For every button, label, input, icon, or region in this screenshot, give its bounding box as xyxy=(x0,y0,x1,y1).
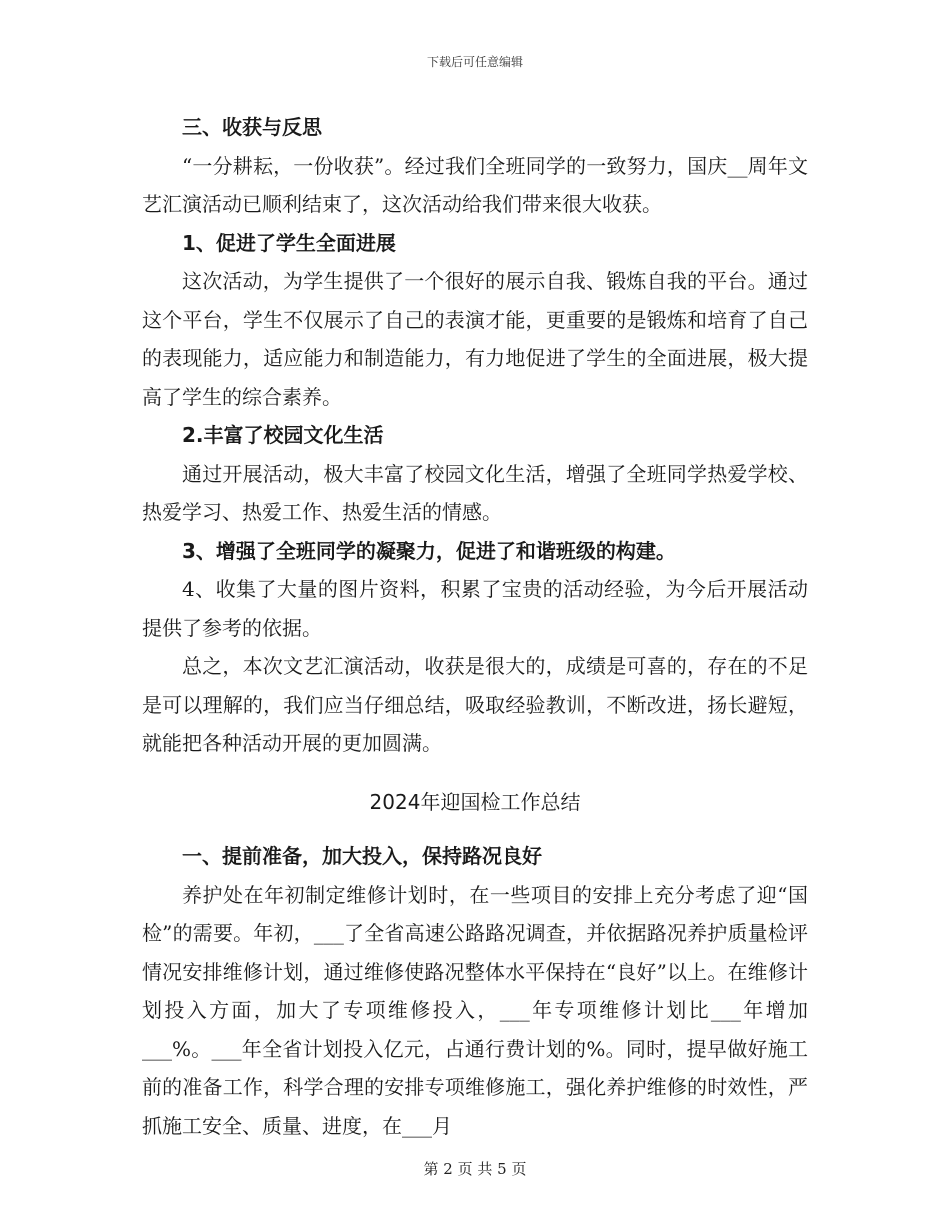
item2-paragraph: 通过开展活动，极大丰富了校园文化生活，增强了全班同学热爱学校、热爱学习、热爱工作、热爱生活的情感。 xyxy=(142,461,808,524)
item3-heading: 3、增强了全班同学的凝聚力，促进了和谐班级的构建。 xyxy=(182,538,676,563)
conclusion-paragraph: 总之，本次文艺汇演活动，收获是很大的，成绩是可喜的，存在的不足是可以理解的，我们应当仔细总结，吸取经验教训，不断改进，扬长避短，就能把各种活动开展的更加圆满。 xyxy=(142,654,808,755)
section-heading-preparation: 一、提前准备，加大投入，保持路况良好 xyxy=(182,844,542,868)
page-number: 第 2 页 共 5 页 xyxy=(423,1160,527,1178)
document-title: 2024年迎国检工作总结 xyxy=(369,789,581,814)
item4-paragraph: 4、收集了大量的图片资料，积累了宝贵的活动经验，为今后开展活动提供了参考的依据。 xyxy=(142,577,808,640)
document-body xyxy=(142,108,808,1145)
section-heading-harvest: 三、收获与反思 xyxy=(182,115,322,139)
intro-paragraph: “一分耕耘，一份收获”。经过我们全班同学的一致努力，国庆__周年文艺汇演活动已顺利结束了，这次活动给我们带来很大收获。 xyxy=(142,153,808,216)
page-header-note: 下载后可任意编辑 xyxy=(426,55,523,69)
preparation-paragraph: 养护处在年初制定维修计划时，在一些项目的安排上充分考虑了迎“国检”的需要。年初，___了全省高速公路路况调查，并依据路况养护质量检评情况安排维修计划，通过维修使路况整体水平保持在“良好”以上。在维修计划投入方面，加大了专项维修投入，___年专项维修计划比___年增加___%。___年全省计划投入亿元，占通行费计划的%。同时，提早做好施工前的准备工作，科学合理的安排专项维修施工，强化养护维修的时效性，严抓施工安全、质量、进度，在___月 xyxy=(142,882,808,1138)
item1-heading: 1、促进了学生全面进展 xyxy=(182,230,396,255)
item2-heading: 2.丰富了校园文化生活 xyxy=(182,423,384,447)
item1-paragraph: 这次活动，为学生提供了一个很好的展示自我、锻炼自我的平台。通过这个平台，学生不仅展示了自己的表演才能，更重要的是锻炼和培育了自己的表现能力，适应能力和制造能力，有力地促进了学生的全面进展，极大提高了学生的综合素养。 xyxy=(142,269,808,409)
